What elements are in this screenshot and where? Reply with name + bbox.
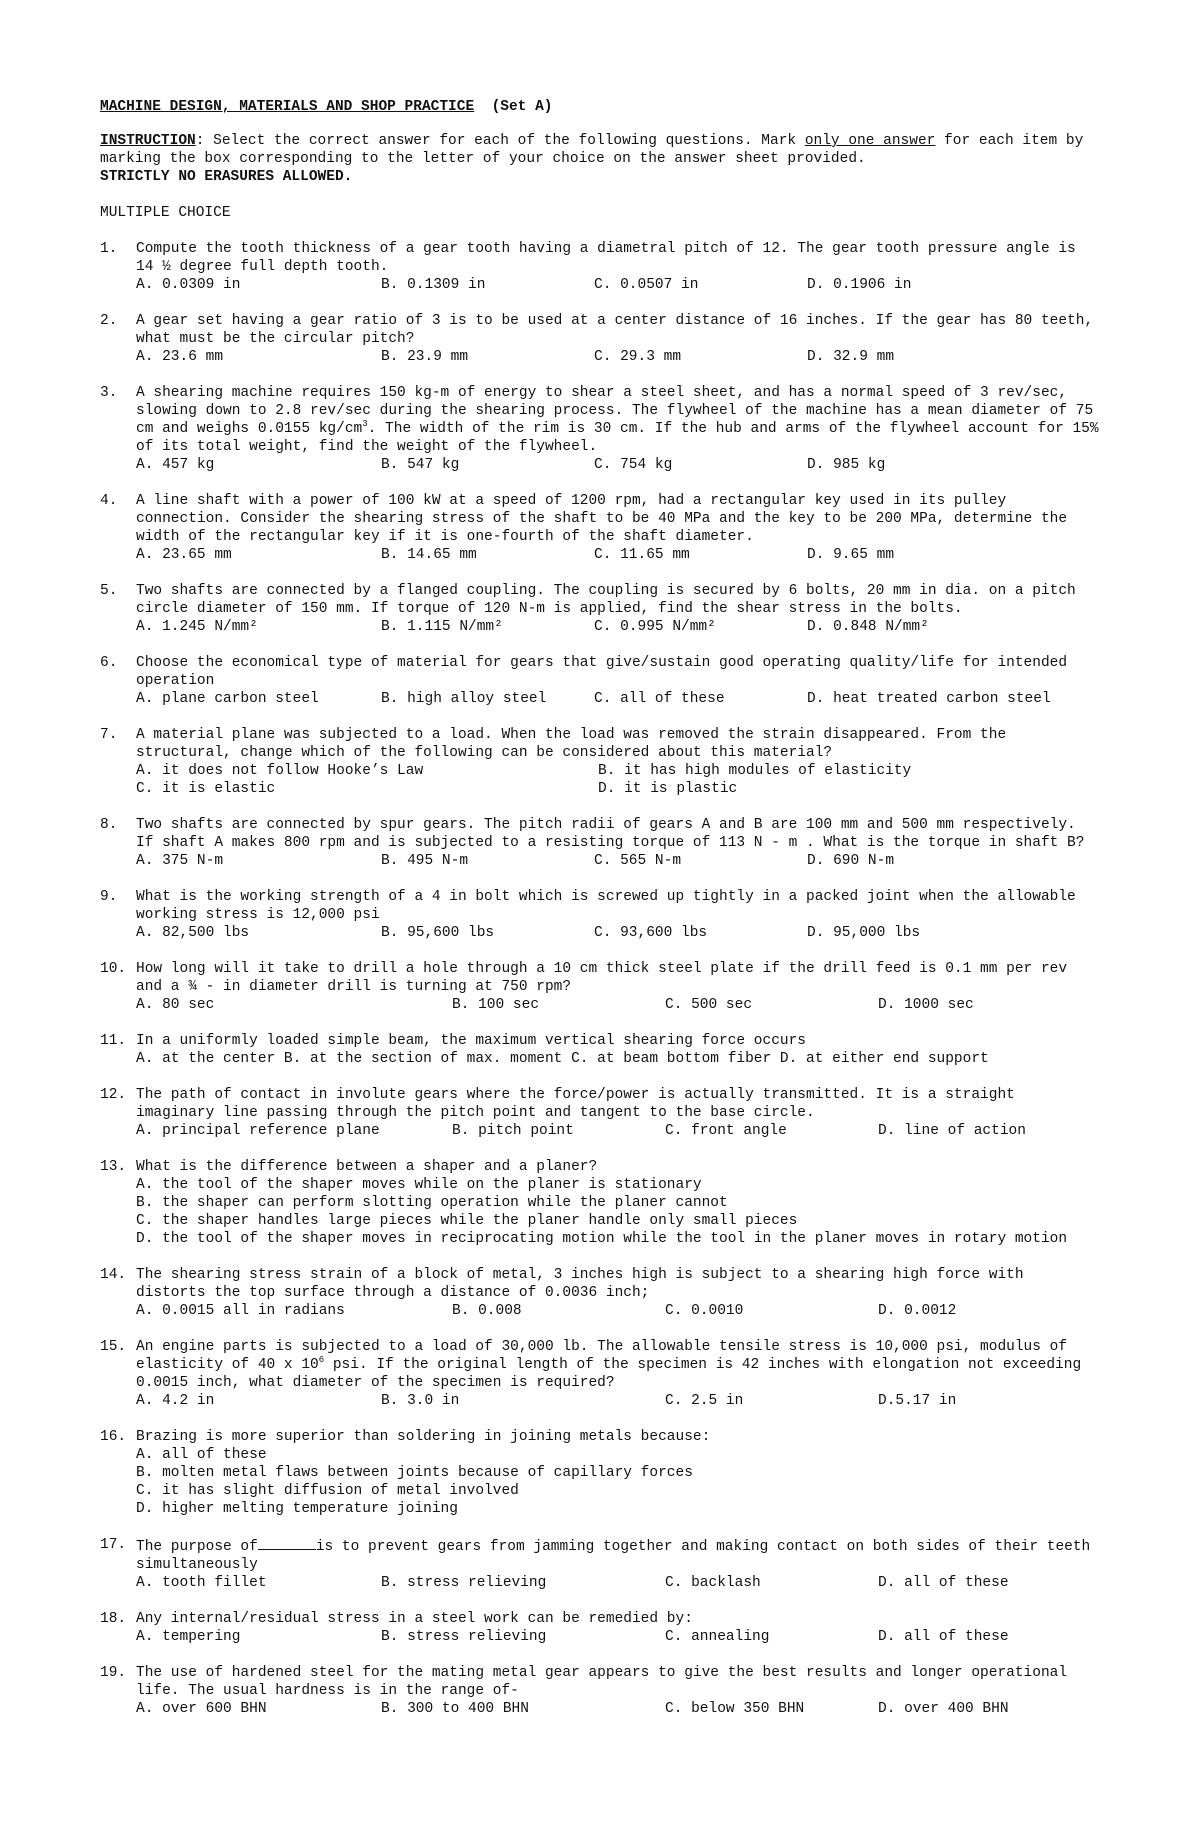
option-d: D. higher melting temperature joining	[136, 1501, 458, 1517]
question-16	[100, 1428, 1100, 1518]
option-b: B. 0.1309 in	[381, 277, 486, 293]
option-d: D. all of these	[878, 1629, 1009, 1645]
instruction-label: INSTRUCTION	[100, 133, 196, 149]
question-8	[100, 816, 1100, 870]
options	[136, 618, 1100, 636]
stem-part-1: A shearing machine requires 150 kg-m of energy to shear a steel sheet, and has a normal speed of 3 rev/sec, slowing down to 2.8 rev/sec during the shearing process. The flywheel of the machine has a mean diameter of 75 cm and weighs 0.0155 kg/cm	[136, 385, 1094, 437]
option-a: A. 1.245 N/mm²	[136, 619, 258, 635]
question-1	[100, 240, 1100, 294]
question-number: 10.	[100, 961, 127, 977]
options	[136, 924, 1100, 942]
question-number: 14.	[100, 1267, 127, 1283]
question-stem: What is the working strength of a 4 in bolt which is screwed up tightly in a packed joint when the allowable working stress is 12,000 psi	[136, 889, 1076, 923]
option-b: B. 95,600 lbs	[381, 925, 495, 941]
option-c: C. 500 sec	[665, 997, 753, 1013]
option-b: B. 23.9 mm	[381, 349, 469, 365]
option-d: D. 985 kg	[807, 457, 886, 473]
stem-part-1: The purpose of	[136, 1539, 258, 1555]
option-a: A. it does not follow Hooke’s Law	[136, 763, 424, 779]
option-b: B. 300 to 400 BHN	[381, 1701, 529, 1717]
option-b: B. 547 kg	[381, 457, 460, 473]
question-number: 5.	[100, 583, 118, 599]
question-number: 12.	[100, 1087, 127, 1103]
option-c: C. annealing	[665, 1629, 770, 1645]
question-number: 2.	[100, 313, 118, 329]
option-d: D. over 400 BHN	[878, 1701, 1009, 1717]
question-4	[100, 492, 1100, 564]
instruction-block	[100, 132, 1100, 186]
question-number: 9.	[100, 889, 118, 905]
options	[136, 276, 1100, 294]
options	[136, 1122, 1100, 1140]
question-stem: The path of contact in involute gears where the force/power is actually transmitted. It is a straight imaginary line passing through the pitch point and tangent to the base circle.	[136, 1087, 1015, 1121]
stem-part-2: psi. If the original length of the specimen is 42 inches with elongation not exceeding 0.0015 inch, what diameter of the specimen is required?	[136, 1357, 1082, 1391]
stem-part-1: An engine parts is subjected to a load of 30,000 lb. The allowable tensile stress is 10,000 psi, modulus of elasticity of 40 x 10	[136, 1339, 1068, 1373]
question-number: 19.	[100, 1665, 127, 1681]
option-b: B. stress relieving	[381, 1575, 547, 1591]
options	[136, 546, 1100, 564]
question-2	[100, 312, 1100, 366]
option-c: C. 754 kg	[594, 457, 673, 473]
option-c: C. it is elastic	[136, 781, 276, 797]
question-number: 16.	[100, 1429, 127, 1445]
option-b: B. pitch point	[452, 1123, 574, 1139]
option-b: B. 14.65 mm	[381, 547, 477, 563]
question-stem: How long will it take to drill a hole through a 10 cm thick steel plate if the drill feed is 0.1 mm per rev and a ¾ - in diameter drill is turning at 750 rpm?	[136, 961, 1068, 995]
option-b: B. it has high modules of elasticity	[598, 763, 912, 779]
option-d: D. the tool of the shaper moves in reciprocating motion while the tool in the planer moves in rotary motion	[136, 1231, 1068, 1247]
question-13	[100, 1158, 1100, 1248]
option-a: A. the tool of the shaper moves while on the planer is stationary	[136, 1177, 702, 1193]
question-12	[100, 1086, 1100, 1140]
question-6	[100, 654, 1100, 708]
options	[136, 1302, 1100, 1320]
question-7	[100, 726, 1100, 798]
section-heading: MULTIPLE CHOICE	[100, 205, 231, 221]
option-c: C. 2.5 in	[665, 1393, 744, 1409]
option-b: B. high alloy steel	[381, 691, 547, 707]
option-c: C. 0.0010	[665, 1303, 744, 1319]
question-stem: A gear set having a gear ratio of 3 is to be used at a center distance of 16 inches. If the gear has 80 teeth, what must be the circular pitch?	[136, 313, 1094, 347]
option-b: B. 1.115 N/mm²	[381, 619, 503, 635]
question-stem: Compute the tooth thickness of a gear tooth having a diametral pitch of 12. The gear tooth pressure angle is 14 ½ degree full depth tooth.	[136, 241, 1076, 275]
question-11	[100, 1032, 1100, 1068]
superscript: 6	[318, 1355, 325, 1366]
option-b: B. 100 sec	[452, 997, 540, 1013]
option-b: B. stress relieving	[381, 1629, 547, 1645]
option-d: D. 690 N-m	[807, 853, 895, 869]
option-c: C. below 350 BHN	[665, 1701, 805, 1717]
question-number: 13.	[100, 1159, 127, 1175]
option-a: A. all of these	[136, 1447, 267, 1463]
question-5	[100, 582, 1100, 636]
options	[136, 1574, 1100, 1592]
option-d: D. 1000 sec	[878, 997, 974, 1013]
question-stem: Choose the economical type of material for gears that give/sustain good operating quality/life for intended operation	[136, 655, 1068, 689]
question-stem: Any internal/residual stress in a steel work can be remedied by:	[136, 1611, 693, 1627]
options	[136, 1446, 1100, 1518]
option-c: C. 0.0507 in	[594, 277, 699, 293]
option-a: A. 4.2 in	[136, 1393, 215, 1409]
option-a: A. 82,500 lbs	[136, 925, 250, 941]
stem-part-2: is to prevent gears from jamming together and making contact on both sides of their teeth simultaneously	[136, 1539, 1091, 1573]
question-stem: In a uniformly loaded simple beam, the maximum vertical shearing force occurs	[136, 1033, 807, 1049]
option-a: A. 375 N-m	[136, 853, 224, 869]
question-stem	[136, 384, 1100, 456]
option-a: A. 0.0015 all in radians	[136, 1303, 345, 1319]
option-d: D. 0.0012	[878, 1303, 957, 1319]
question-stem: Brazing is more superior than soldering in joining metals because:	[136, 1429, 711, 1445]
stem-part-2: . The width of the rim is 30 cm. If the hub and arms of the flywheel account for 15% of its total weight, find the weight of the flywheel.	[136, 421, 1099, 455]
options	[136, 1176, 1100, 1248]
option-d: D. all of these	[878, 1575, 1009, 1591]
question-number: 4.	[100, 493, 118, 509]
option-c: C. all of these	[594, 691, 725, 707]
option-a: A. tempering	[136, 1629, 241, 1645]
question-number: 15.	[100, 1339, 127, 1355]
options	[136, 690, 1100, 708]
instruction-emphasis: only one answer	[804, 133, 936, 149]
option-c: C. 11.65 mm	[594, 547, 690, 563]
options-inline: A. at the center B. at the section of max. moment C. at beam bottom fiber D. at either end support	[136, 1051, 989, 1067]
superscript: 3	[362, 419, 368, 430]
question-3	[100, 384, 1100, 474]
question-14	[100, 1266, 1100, 1320]
strict-notice: STRICTLY NO ERASURES ALLOWED.	[100, 169, 353, 185]
option-c: C. 93,600 lbs	[594, 925, 708, 941]
option-d: D. heat treated carbon steel	[807, 691, 1051, 707]
option-c: C. front angle	[665, 1123, 787, 1139]
option-c: C. it has slight diffusion of metal involved	[136, 1483, 519, 1499]
option-d: D. 0.1906 in	[807, 277, 912, 293]
exam-set: (Set A)	[491, 99, 553, 115]
question-stem: A line shaft with a power of 100 kW at a speed of 1200 rpm, had a rectangular key used in its pulley connection. Consider the shearing stress of the shaft to be 40 MPa and the key to be 200 MPa, determine the width of the rectangular key if it is one-fourth of the shaft diameter.	[136, 493, 1068, 545]
option-a: A. 457 kg	[136, 457, 215, 473]
question-10	[100, 960, 1100, 1014]
instruction-text-2: for each item by marking the box corresponding to the letter of your choice on the answer sheet provided.	[100, 133, 1084, 167]
option-a: A. over 600 BHN	[136, 1701, 267, 1717]
option-b: B. molten metal flaws between joints because of capillary forces	[136, 1465, 693, 1481]
question-number: 6.	[100, 655, 118, 671]
option-d: D. it is plastic	[598, 781, 738, 797]
question-stem: Two shafts are connected by spur gears. The pitch radii of gears A and B are 100 mm and 500 mm respectively. If shaft A makes 800 rpm and is subjected to a resisting torque of 113 N - m . What is the torque in shaft B?	[136, 817, 1085, 851]
instruction-text-1: : Select the correct answer for each of the following questions. Mark	[195, 133, 805, 149]
question-18	[100, 1610, 1100, 1646]
options	[136, 456, 1100, 474]
exam-title	[100, 98, 1100, 116]
exam-title-text: MACHINE DESIGN, MATERIALS AND SHOP PRACTICE	[100, 99, 475, 115]
options	[136, 1392, 1100, 1410]
option-c: C. the shaper handles large pieces while the planer handle only small pieces	[136, 1213, 798, 1229]
question-number: 3.	[100, 385, 118, 401]
option-d: D. line of action	[878, 1123, 1026, 1139]
question-15	[100, 1338, 1100, 1410]
option-d: D.5.17 in	[878, 1393, 957, 1409]
options	[136, 762, 1100, 798]
question-17	[100, 1536, 1100, 1592]
options	[136, 996, 1100, 1014]
question-stem: A material plane was subjected to a load. When the load was removed the strain disappeared. From the structural, change which of the following can be considered about this material?	[136, 727, 1007, 761]
option-d: D. 9.65 mm	[807, 547, 895, 563]
exam-page	[100, 98, 1100, 1736]
question-9	[100, 888, 1100, 942]
option-d: D. 0.848 N/mm²	[807, 619, 929, 635]
question-stem	[136, 1536, 1100, 1574]
question-19	[100, 1664, 1100, 1718]
question-number: 8.	[100, 817, 118, 833]
option-b: B. 495 N-m	[381, 853, 469, 869]
option-a: A. 23.6 mm	[136, 349, 224, 365]
options	[136, 852, 1100, 870]
options	[136, 1628, 1100, 1646]
fill-in-blank	[258, 1536, 316, 1550]
option-c: C. backlash	[665, 1575, 761, 1591]
question-number: 18.	[100, 1611, 127, 1627]
question-stem: What is the difference between a shaper and a planer?	[136, 1159, 598, 1175]
option-b: B. 0.008	[452, 1303, 522, 1319]
option-a: A. 80 sec	[136, 997, 215, 1013]
question-number: 1.	[100, 241, 118, 257]
option-a: A. plane carbon steel	[136, 691, 319, 707]
option-a: A. 23.65 mm	[136, 547, 232, 563]
option-c: C. 29.3 mm	[594, 349, 682, 365]
question-stem: Two shafts are connected by a flanged coupling. The coupling is secured by 6 bolts, 20 mm in dia. on a pitch circle diameter of 150 mm. If torque of 120 N-m is applied, find the shear stress in the bolts.	[136, 583, 1076, 617]
options	[136, 348, 1100, 366]
option-b: B. the shaper can perform slotting operation while the planer cannot	[136, 1195, 728, 1211]
question-number: 11.	[100, 1033, 127, 1049]
question-stem	[136, 1338, 1100, 1392]
options	[136, 1700, 1100, 1718]
question-number: 7.	[100, 727, 118, 743]
option-a: A. 0.0309 in	[136, 277, 241, 293]
option-d: D. 95,000 lbs	[807, 925, 921, 941]
option-c: C. 565 N-m	[594, 853, 682, 869]
option-a: A. tooth fillet	[136, 1575, 267, 1591]
question-stem: The shearing stress strain of a block of metal, 3 inches high is subject to a shearing high force with distorts the top surface through a distance of 0.0036 inch;	[136, 1267, 1024, 1301]
question-stem: The use of hardened steel for the mating metal gear appears to give the best results and longer operational life. The usual hardness is in the range of-	[136, 1665, 1068, 1699]
option-a: A. principal reference plane	[136, 1123, 380, 1139]
option-c: C. 0.995 N/mm²	[594, 619, 716, 635]
question-number: 17.	[100, 1537, 127, 1553]
option-d: D. 32.9 mm	[807, 349, 895, 365]
option-b: B. 3.0 in	[381, 1393, 460, 1409]
